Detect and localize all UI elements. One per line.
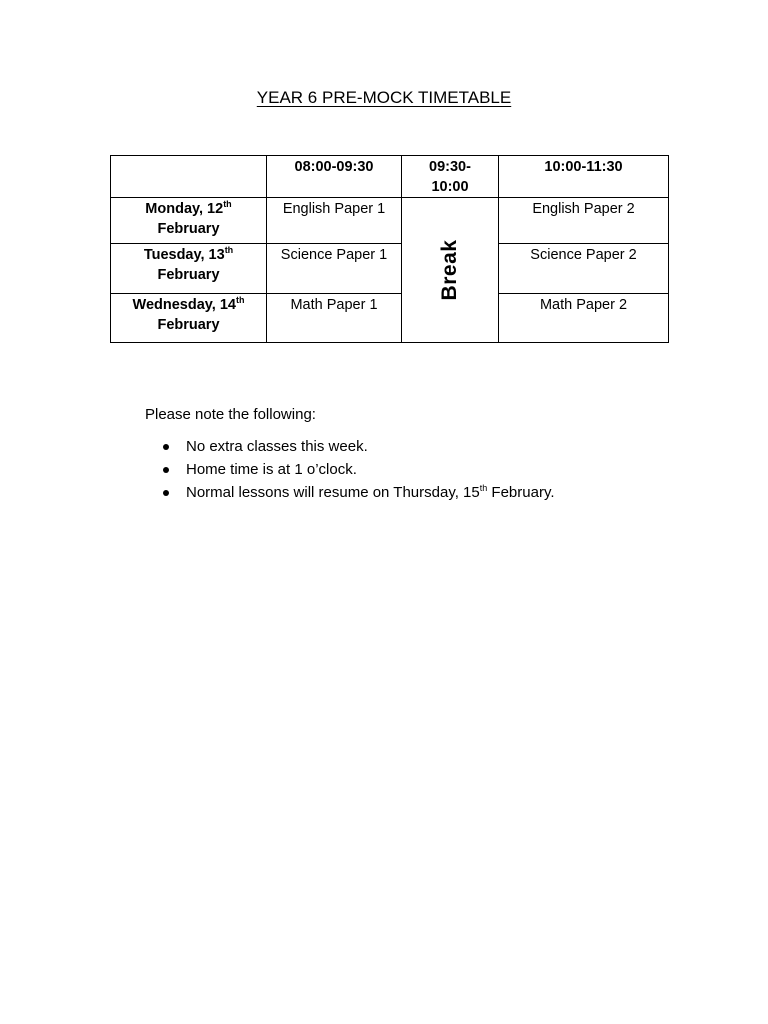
day-name: Tuesday, 13 [143, 247, 225, 263]
table-row [111, 244, 669, 294]
list-item [145, 481, 705, 504]
row-day-label [111, 294, 267, 343]
day-ordinal-suffix: th [224, 245, 234, 256]
notes-intro: Please note the following: [145, 406, 316, 423]
day-ordinal-suffix: th [223, 199, 232, 210]
list-item [145, 435, 705, 458]
header-time-slot-3: 10:00-11:30 [499, 156, 669, 198]
note-text: No extra classes this week. [186, 438, 368, 455]
header-break-time: 09:30- 10:00 [429, 159, 471, 195]
day-name: Monday, 12 [145, 201, 224, 217]
exam-cell: Math Paper 2 [499, 294, 669, 343]
page-title: YEAR 6 PRE-MOCK TIMETABLE [256, 88, 512, 107]
break-cell [402, 198, 499, 343]
table-header-row [111, 156, 669, 198]
bullet-icon [163, 444, 169, 450]
header-corner-cell [111, 156, 267, 198]
note-text: Home time is at 1 o’clock. [186, 461, 357, 478]
exam-cell: English Paper 1 [267, 198, 402, 244]
timetable [110, 155, 669, 343]
notes-section [145, 406, 705, 504]
header-time-slot-1: 08:00-09:30 [267, 156, 402, 198]
notes-list [145, 435, 705, 504]
exam-cell: English Paper 2 [499, 198, 669, 244]
list-item [145, 458, 705, 481]
day-name: Wednesday, 14 [132, 297, 236, 313]
row-day-label [111, 244, 267, 294]
day-month: February [157, 317, 220, 333]
note-text: Normal lessons will resume on Thursday, 15 [186, 484, 480, 501]
exam-cell: Science Paper 1 [267, 244, 402, 294]
bullet-icon [163, 490, 169, 496]
table-row [111, 294, 669, 343]
break-label: Break [438, 239, 461, 301]
note-ordinal-suffix: th [479, 483, 488, 493]
day-month: February [157, 267, 220, 283]
exam-cell: Science Paper 2 [499, 244, 669, 294]
day-ordinal-suffix: th [235, 295, 245, 306]
day-month: February [157, 221, 220, 237]
row-day-label [111, 198, 267, 244]
header-time-slot-2 [402, 156, 499, 198]
exam-cell: Math Paper 1 [267, 294, 402, 343]
bullet-icon [163, 467, 169, 473]
note-text-after: February. [487, 484, 555, 501]
table-row [111, 198, 669, 244]
